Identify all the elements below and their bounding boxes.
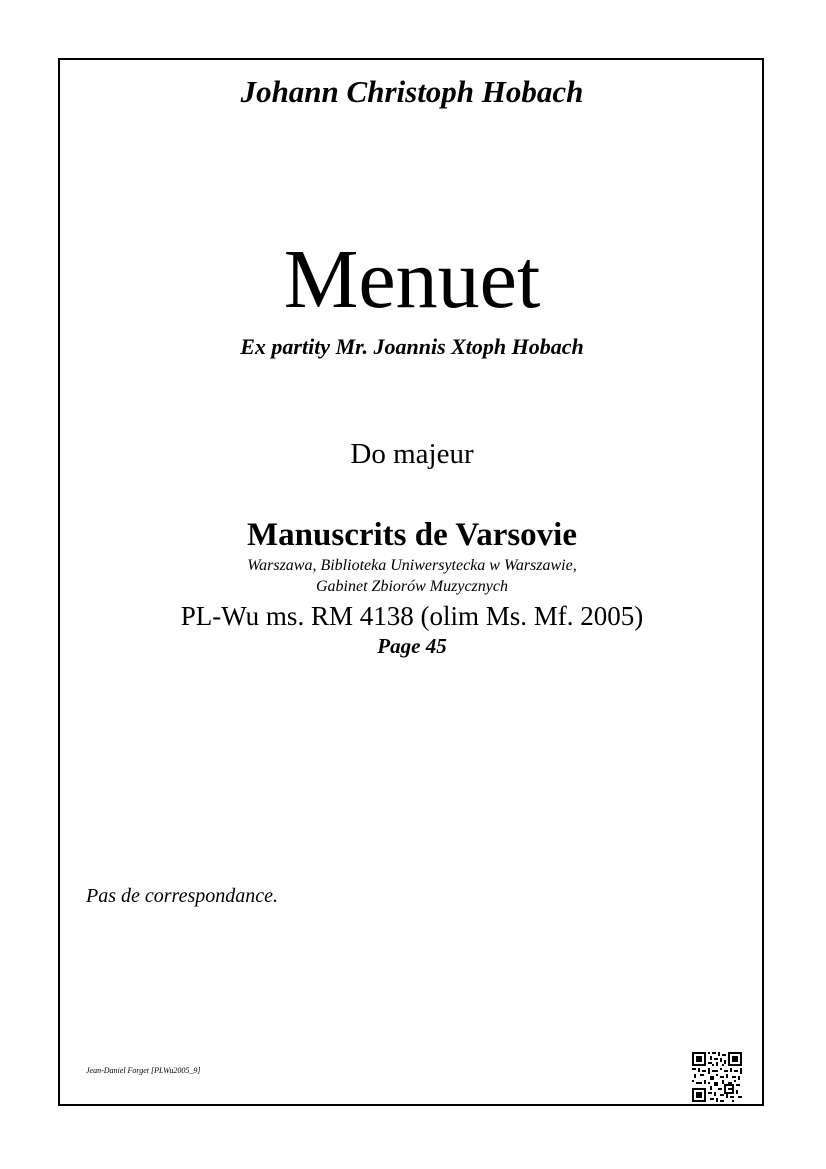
concordance-note: Pas de correspondance. <box>86 885 278 907</box>
work-key: Do majeur <box>350 438 474 470</box>
collection-title: Manuscrits de Varsovie <box>247 517 577 553</box>
qr-code-icon <box>692 1052 742 1102</box>
library-line-2: Gabinet Zbiorów Muzycznych <box>316 578 508 595</box>
work-title: Menuet <box>283 233 541 326</box>
editor-credit: Jean-Daniel Forget [PLWu2005_9] <box>86 1066 201 1075</box>
library-line-1: Warszawa, Biblioteka Uniwersytecka w Warszawie, <box>247 557 577 574</box>
work-subtitle: Ex partity Mr. Joannis Xtoph Hobach <box>240 334 584 359</box>
shelfmark: PL-Wu ms. RM 4138 (olim Ms. Mf. 2005) <box>180 601 644 631</box>
page-reference: Page 45 <box>377 634 447 658</box>
composer-name: Johann Christoph Hobach <box>240 74 584 109</box>
